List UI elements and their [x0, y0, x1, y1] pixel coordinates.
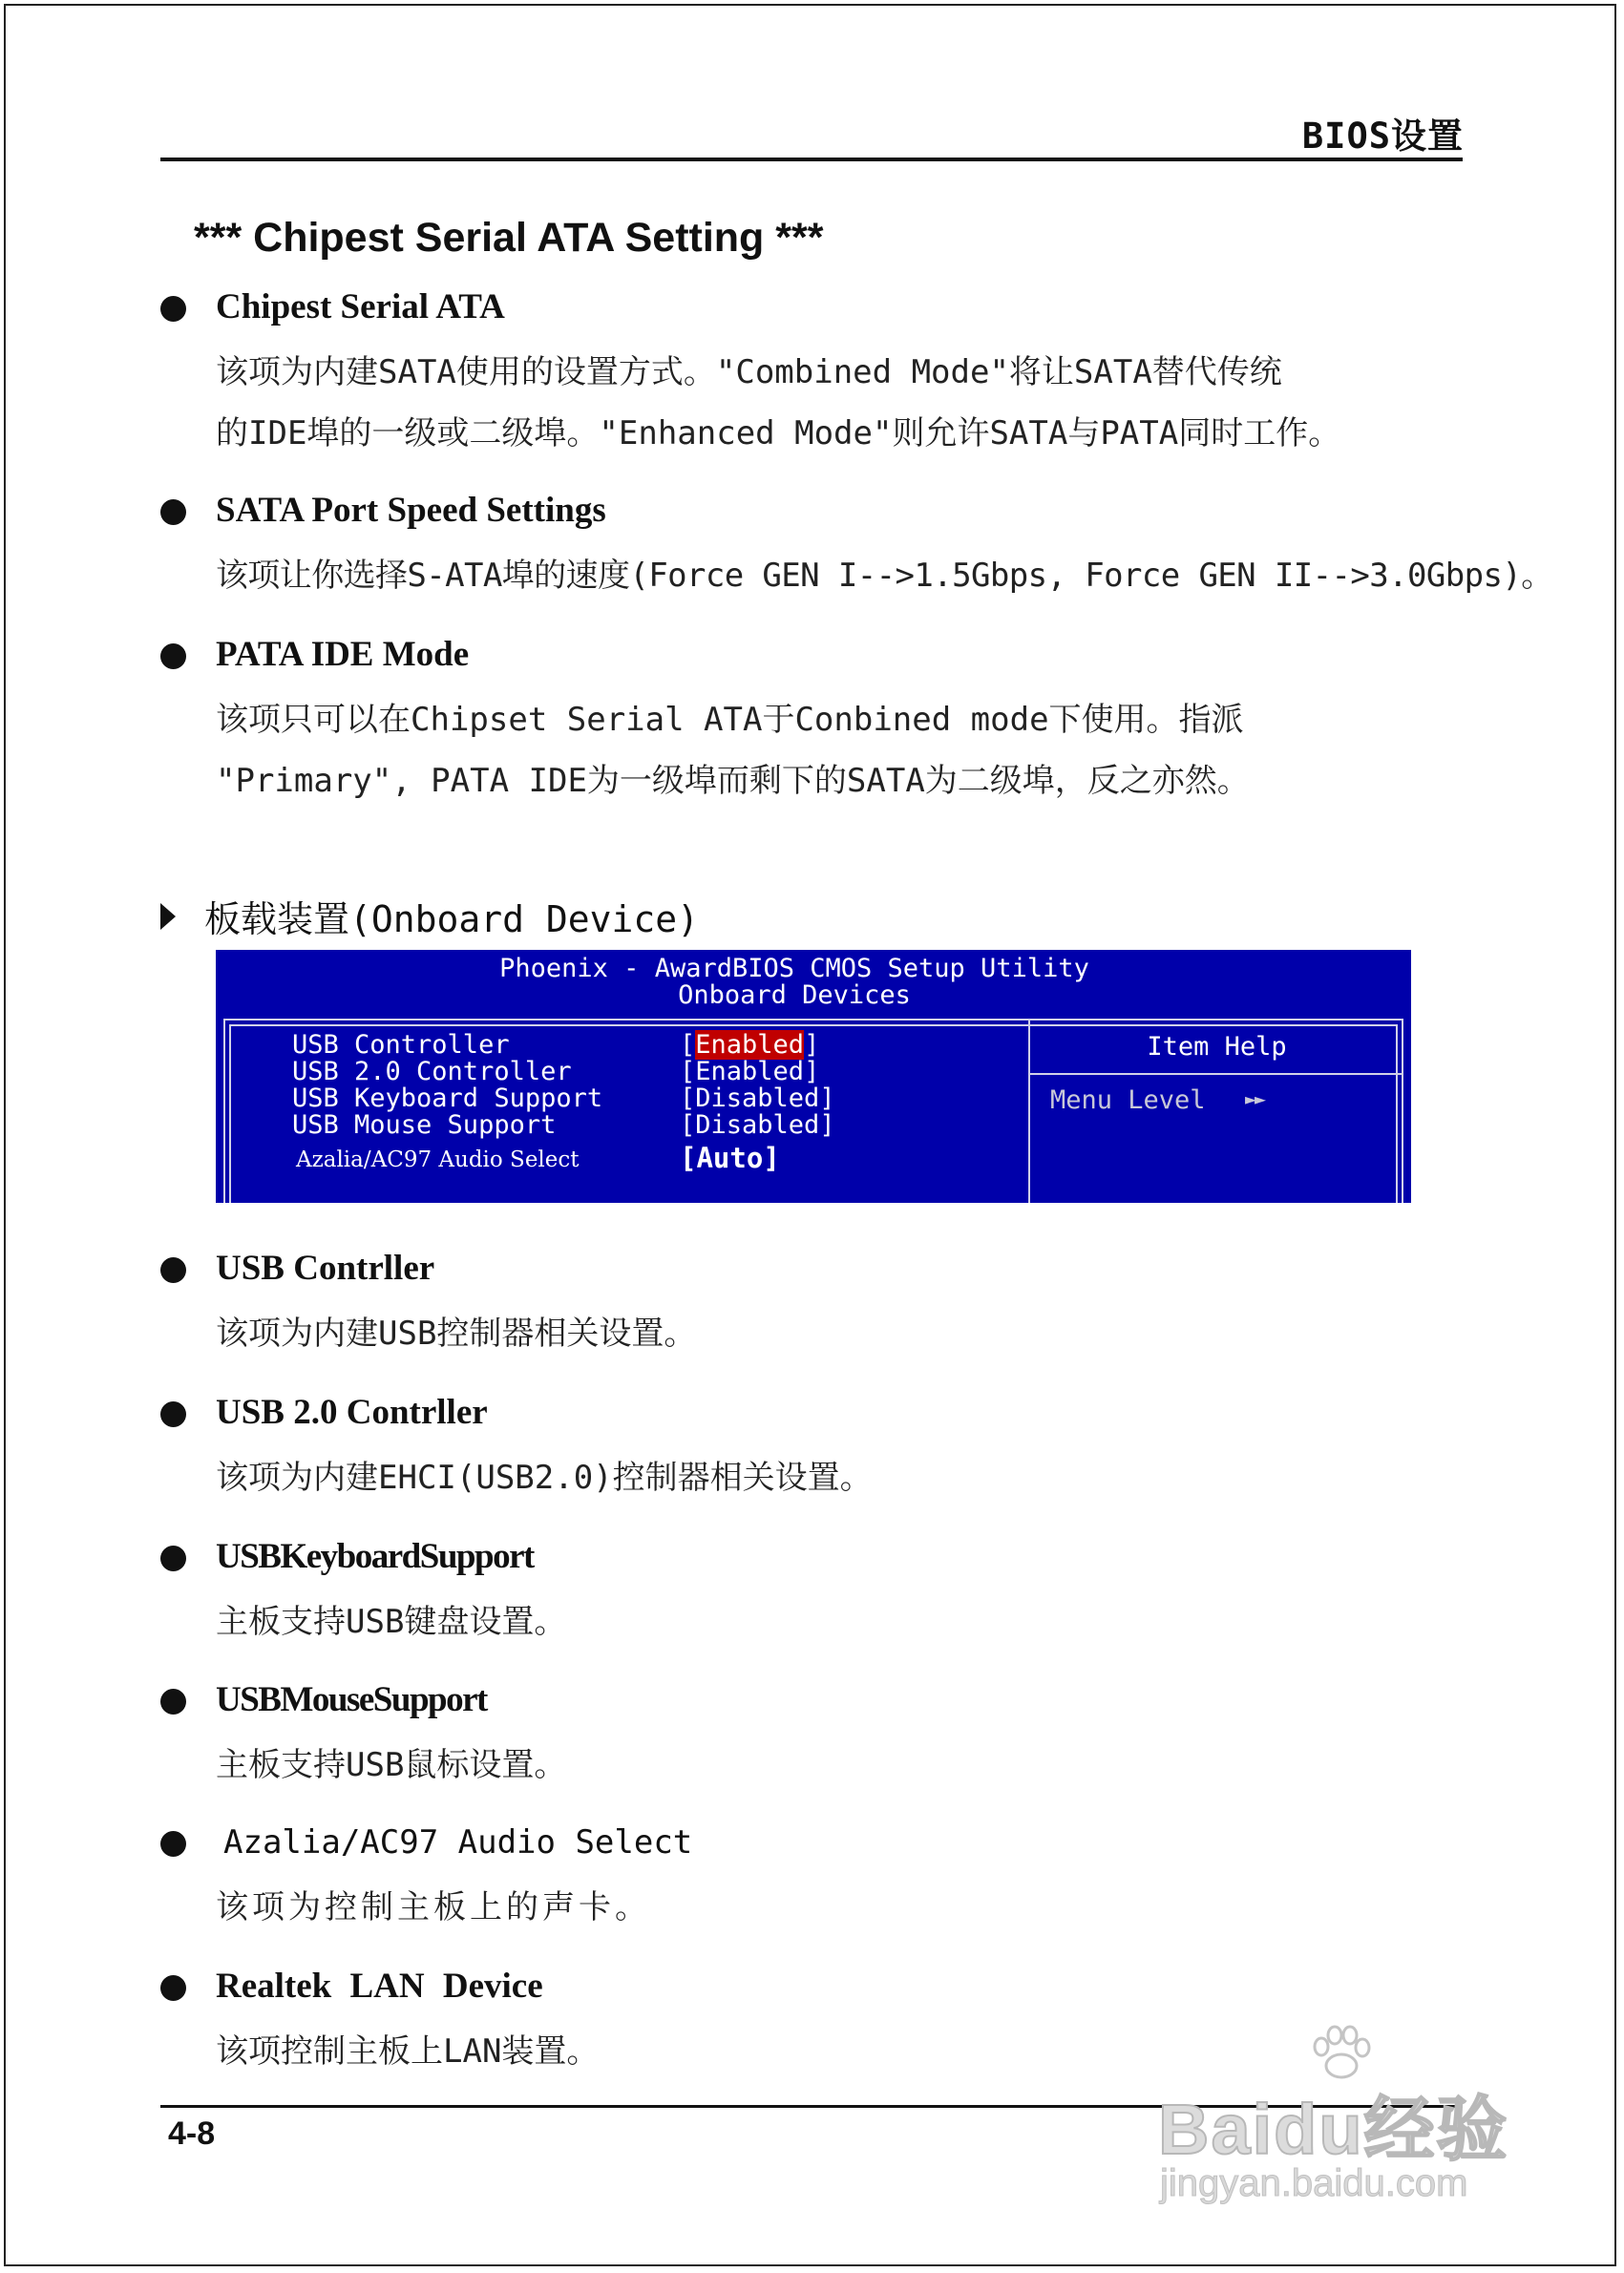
bullet-icon: [160, 1975, 186, 2001]
item-description: [216, 545, 1553, 606]
item-title: Azalia/AC97 Audio Select: [223, 1823, 693, 1862]
item-title: USBKeyboardSupport: [216, 1537, 534, 1576]
item-title: USBMouseSupport: [216, 1680, 487, 1719]
watermark-url: jingyan.baidu.com: [1160, 2162, 1468, 2204]
subsection-title: 板载装置(Onboard Device): [204, 898, 700, 940]
bios-option-usb20-controller[interactable]: USB 2.0 Controller: [292, 1057, 572, 1086]
description-line: 的IDE埠的一级或二级埠。"Enhanced Mode"则允许SATA与PATA同时工作。: [216, 414, 1341, 452]
bracket: ]: [819, 1084, 835, 1113]
bios-value-usb-keyboard[interactable]: [680, 1085, 835, 1112]
item-title: SATA Port Speed Settings: [216, 491, 606, 530]
bullet-icon: [160, 1257, 186, 1283]
bracket: [: [680, 1084, 696, 1113]
bullet-icon: [160, 296, 186, 322]
bullet-icon: [160, 1831, 186, 1857]
item-description: 该项控制主板上LAN装置。: [216, 2032, 600, 2071]
bracket: ]: [804, 1057, 820, 1086]
bios-subtitle: Onboard Devices: [678, 980, 911, 1010]
baidu-watermark: [1150, 2024, 1532, 2215]
section-heading: *** Chipest Serial ATA Setting ***: [194, 215, 824, 261]
header-title: BIOS设置: [1301, 116, 1464, 157]
description-line: 该项只可以在Chipset Serial ATA于Conbined mode下使用。指派: [216, 701, 1244, 739]
menu-level-label: Menu Level: [1050, 1085, 1206, 1115]
header-rule: [160, 158, 1463, 161]
bios-value-usb-mouse[interactable]: [680, 1112, 835, 1139]
bullet-icon: [160, 643, 186, 669]
option-value: Disabled: [695, 1084, 820, 1113]
bios-screenshot: [216, 950, 1411, 1203]
item-title: Realtek LAN Device: [216, 1967, 543, 2006]
paw-icon: [1308, 2024, 1375, 2081]
bracket: ]: [819, 1110, 835, 1140]
bios-help-divider: [1030, 1073, 1403, 1075]
description-line: 该项为内建SATA使用的设置方式。"Combined Mode"将让SATA替代传统: [216, 353, 1282, 391]
item-description: 该项为控制主板上的声卡。: [216, 1888, 651, 1926]
item-description: 该项为内建EHCI(USB2.0)控制器相关设置。: [216, 1459, 873, 1497]
item-description: [216, 689, 1250, 811]
item-title: PATA IDE Mode: [216, 635, 470, 674]
item-description: 主板支持USB键盘设置。: [216, 1603, 567, 1641]
bracket: [: [680, 1057, 696, 1086]
item-title: Chipest Serial ATA: [216, 287, 505, 326]
bracket: [: [680, 1110, 696, 1140]
bracket: ]: [763, 1142, 780, 1174]
triangle-right-icon: [160, 903, 176, 930]
bullet-icon: [160, 499, 186, 525]
item-title: USB Contrller: [216, 1249, 435, 1288]
double-arrow-right-icon: ►►: [1245, 1087, 1265, 1110]
watermark-brand: Baidu经验: [1158, 2090, 1509, 2169]
bios-option-usb-mouse[interactable]: USB Mouse Support: [292, 1110, 557, 1140]
bracket: [: [680, 1030, 696, 1060]
option-value: Auto: [696, 1142, 764, 1174]
bracket: [: [680, 1142, 697, 1174]
description-line: "Primary", PATA IDE为一级埠而剩下的SATA为二级埠，反之亦然。: [216, 762, 1250, 800]
option-value: Disabled: [695, 1110, 820, 1140]
page-number: 4-8: [168, 2115, 216, 2152]
item-description: 主板支持USB鼠标设置。: [216, 1746, 567, 1784]
bullet-icon: [160, 1546, 186, 1571]
bios-value-usb-controller[interactable]: [680, 1032, 819, 1059]
item-description: 该项为内建USB控制器相关设置。: [216, 1315, 697, 1353]
bullet-icon: [160, 1689, 186, 1715]
bios-value-audio-select[interactable]: [680, 1142, 780, 1174]
bracket: ]: [804, 1030, 820, 1060]
bios-option-usb-controller[interactable]: USB Controller: [292, 1030, 510, 1060]
item-description: [216, 342, 1340, 464]
item-title: USB 2.0 Contrller: [216, 1393, 488, 1432]
onboard-device-heading: [160, 890, 699, 942]
bullet-icon: [160, 1401, 186, 1427]
item-help-title: Item Help: [1147, 1032, 1287, 1062]
bios-value-usb20-controller[interactable]: [680, 1059, 819, 1085]
bios-option-usb-keyboard[interactable]: USB Keyboard Support: [292, 1084, 603, 1113]
bios-option-audio-select[interactable]: Azalia/AC97 Audio Select: [296, 1147, 580, 1172]
option-value: Enabled: [695, 1057, 805, 1086]
bios-title: Phoenix - AwardBIOS CMOS Setup Utility: [499, 954, 1089, 983]
description-line: 该项让你选择S-ATA埠的速度(Force GEN I-->1.5Gbps, Force GEN II-->3.0Gbps)。: [216, 557, 1553, 595]
selected-value-highlight[interactable]: Enabled: [695, 1030, 805, 1060]
